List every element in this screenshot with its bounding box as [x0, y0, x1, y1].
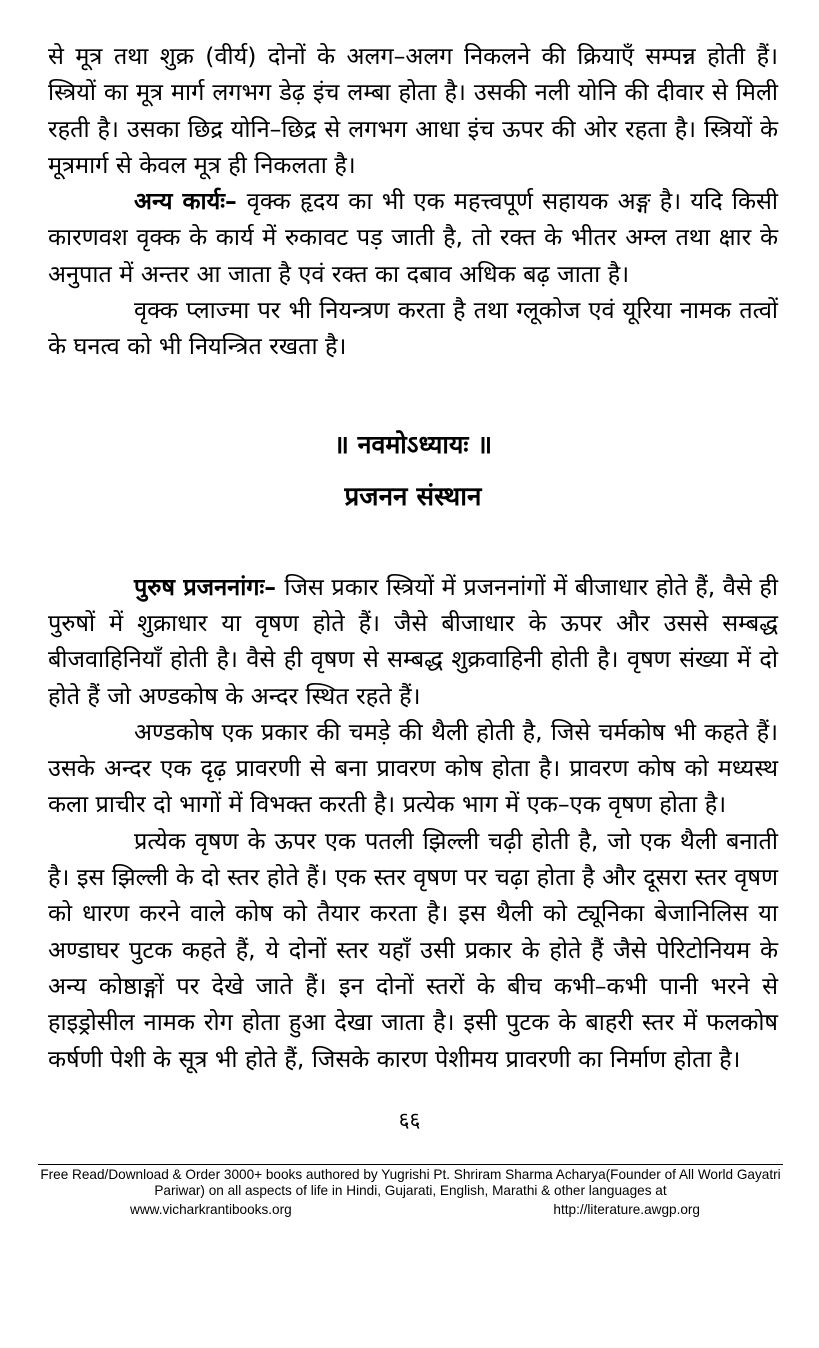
- paragraph-other-functions: [48, 183, 778, 292]
- paragraph-testis-membrane: [48, 823, 778, 1077]
- paragraph-text: अण्डकोष एक प्रकार की चमड़े की थैली होती है, जिसे चर्मकोष भी कहते हैं। उसके अन्दर एक दृढ़ प्रावरणी से बना प्रावरण कोष होता है। प्रावरण कोष को मध्यस्थ कला प्राचीर दो भागों में विभक्त करती है। प्रत्येक भाग में एक–एक वृषण होता है।: [48, 717, 778, 819]
- paragraph-text: जिस प्रकार स्त्रियों में प्रजननांगों में बीजाधार होते हैं, वैसे ही पुरुषों में शुक्राधार या वृषण होते हैं। जैसे बीजाधार के ऊपर और उससे सम्बद्ध बीजवाहिनियाँ होती है। वैसे ही वृषण से सम्बद्ध शुक्रवाहिनी होती है। वृषण संख्या में दो होते हैं जो अण्डकोष के अन्दर स्थित रहते हैं।: [48, 572, 778, 710]
- paragraph-text: वृक्क प्लाज्मा पर भी नियन्त्रण करता है तथा ग्लूकोज एवं यूरिया नामक तत्वों के घनत्व को भी नियन्त्रित रखता है।: [48, 296, 778, 361]
- paragraph-scrotum: [48, 714, 778, 823]
- paragraph-lead: अन्य कार्यः–: [134, 187, 247, 216]
- page-body: [48, 38, 778, 1077]
- footer-link-vicharkranti[interactable]: www.vicharkrantibooks.org: [130, 1202, 292, 1217]
- paragraph-text: वृक्क हृदय का भी एक महत्त्वपूर्ण सहायक अङ्ग है। यदि किसी कारणवश वृक्क के कार्य में रुकावट पड़ जाती है, तो रक्त के भीतर अम्ल तथा क्षार के अनुपात में अन्तर आ जाता है एवं रक्त का दबाव अधिक बढ़ जाता है।: [48, 187, 778, 288]
- paragraph-text: प्रत्येक वृषण के ऊपर एक पतली झिल्ली चढ़ी होती है, जो एक थैली बनाती है। इस झिल्ली के दो स्तर होते हैं। एक स्तर वृषण पर चढ़ा होता है और दूसरा स्तर वृषण को धारण करने वाले कोष को तैयार करता है। इस थैली को ट्यूनिका बेजानिलिस या अण्डाघर पुटक कहते हैं, ये दोनों स्तर यहाँ उसी प्रकार के होते हैं जैसे पेरिटोनियम के अन्य कोष्ठाङ्गों पर देखे जाते हैं। इन दोनों स्तरों के बीच कभी–कभी पानी भरने से हाइड्रोसील नामक रोग होता हुआ देखा जाता है। इसी पुटक के बाहरी स्तर में फलकोष कर्षणी पेशी के सूत्र भी होते हैं, जिसके कारण पेशीमय प्रावरणी का निर्माण होता है।: [48, 826, 778, 1073]
- paragraph-male-organs: [48, 569, 778, 714]
- paragraph-plasma: [48, 292, 778, 365]
- paragraph-urethra: [48, 38, 778, 183]
- paragraph-text: से मूत्र तथा शुक्र (वीर्य) दोनों के अलग–अलग निकलने की क्रियाएँ सम्पन्न होती हैं। स्त्रियों का मूत्र मार्ग लगभग डेढ़ इंच लम्बा होता है। उसकी नली योनि की दीवार से मिली रहती है। उसका छिद्र योनि–छिद्र से लगभग आधा इंच ऊपर की ओर रहता है। स्त्रियों के मूत्रमार्ग से केवल मूत्र ही निकलता है।: [48, 42, 778, 179]
- footer-link-awgp[interactable]: http://literature.awgp.org: [553, 1202, 700, 1217]
- paragraph-lead: पुरुष प्रजननांगः–: [134, 572, 285, 601]
- page-number: ६६: [398, 1108, 421, 1132]
- chapter-number-heading: ॥ नवमोऽध्यायः ॥: [333, 429, 493, 459]
- footer-divider: [38, 1164, 783, 1165]
- footer-text: Free Read/Download & Order 3000+ books authored by Yugrishi Pt. Shriram Sharma Acharya(Founder of All World Gayatri Pariwar) on all aspects of life in Hindi, Gujarati, English, Marathi & other languages at: [40, 1167, 781, 1198]
- chapter-title-heading: प्रजनन संस्थान: [344, 481, 482, 512]
